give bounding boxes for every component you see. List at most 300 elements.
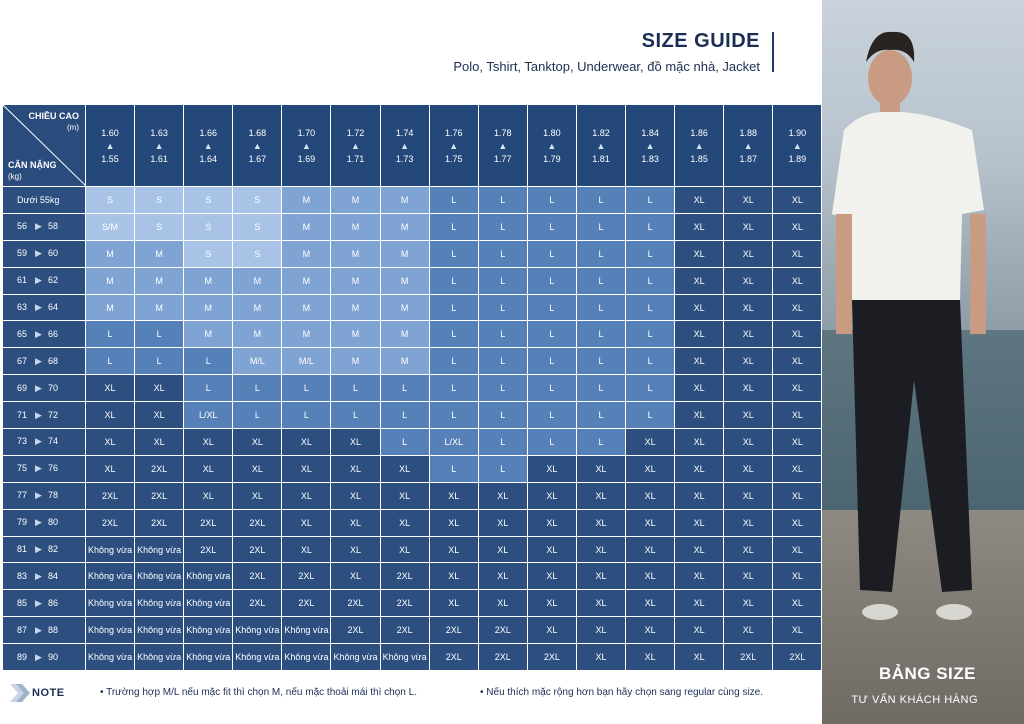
height-upper-value: 1.68	[248, 127, 267, 138]
height-column-header	[380, 105, 429, 187]
weight-to: 86	[47, 597, 58, 608]
arrow-right-icon: ▶	[35, 302, 42, 312]
size-cell: M	[331, 267, 380, 294]
weight-row-header	[3, 321, 86, 348]
size-cell: XL	[675, 213, 724, 240]
size-cell: XL	[86, 375, 135, 402]
size-cell: S	[135, 213, 184, 240]
weight-row-header	[3, 294, 86, 321]
size-cell: XL	[724, 267, 773, 294]
height-lower-value: 1.64	[199, 153, 217, 164]
height-column-header	[626, 105, 675, 187]
size-cell: XL	[135, 402, 184, 429]
arrow-right-icon: ▶	[35, 624, 42, 635]
height-upper-value: 1.90	[788, 127, 807, 138]
size-cell: XL	[626, 429, 675, 456]
size-cell: Không vừa	[184, 590, 233, 617]
size-cell: XL	[773, 240, 822, 267]
size-cell: 2XL	[86, 482, 135, 509]
size-cell: L	[282, 402, 331, 429]
size-cell: XL	[331, 563, 380, 590]
size-cell: XL	[675, 536, 724, 563]
weight-from: 73	[17, 436, 28, 447]
size-cell: L	[429, 267, 478, 294]
size-cell: 2XL	[86, 509, 135, 536]
size-cell: Không vừa	[184, 644, 233, 671]
size-cell: 2XL	[184, 509, 233, 536]
weight-from: 59	[17, 248, 28, 259]
weight-to: 76	[47, 463, 58, 474]
table-row	[3, 536, 822, 563]
size-cell: XL	[527, 590, 576, 617]
size-cell: Không vừa	[86, 536, 135, 563]
arrow-right-icon: ▶	[35, 463, 42, 474]
height-column-header	[675, 105, 724, 187]
size-cell: Không vừa	[135, 644, 184, 671]
height-upper-value: 1.88	[739, 127, 758, 138]
size-cell: S/M	[86, 213, 135, 240]
table-row	[3, 429, 822, 456]
size-cell: XL	[675, 375, 724, 402]
arrow-right-icon: ▶	[35, 517, 42, 528]
size-cell: 2XL	[478, 644, 527, 671]
size-cell: 2XL	[380, 563, 429, 590]
size-cell: L	[626, 402, 675, 429]
height-column-header	[86, 105, 135, 187]
size-cell: Không vừa	[86, 563, 135, 590]
weight-row-header	[3, 240, 86, 267]
weight-row-header	[3, 348, 86, 375]
weight-to: 58	[47, 221, 58, 232]
size-cell: XL	[282, 429, 331, 456]
size-cell: M	[135, 294, 184, 321]
size-cell: S	[86, 187, 135, 214]
size-cell: XL	[86, 402, 135, 429]
weight-to: 62	[47, 275, 58, 286]
size-cell: 2XL	[135, 509, 184, 536]
model-photo	[822, 0, 1024, 724]
size-cell: XL	[675, 617, 724, 644]
size-cell: L	[282, 375, 331, 402]
size-cell: 2XL	[429, 617, 478, 644]
size-cell: XL	[773, 455, 822, 482]
size-cell: L	[478, 429, 527, 456]
size-cell: XL	[233, 455, 282, 482]
triangle-up-icon: ▲	[252, 140, 262, 151]
size-cell: L	[576, 267, 625, 294]
size-cell: Không vừa	[282, 617, 331, 644]
size-cell: M	[135, 267, 184, 294]
size-cell: L	[478, 375, 527, 402]
triangle-up-icon: ▲	[154, 140, 164, 151]
note-item-2: • Nếu thích mặc rộng hơn bạn hãy chọn sang regular cùng size.	[480, 687, 764, 698]
size-cell: S	[184, 187, 233, 214]
model-figure	[822, 0, 1024, 724]
triangle-up-icon: ▲	[547, 140, 557, 151]
size-cell: 2XL	[380, 590, 429, 617]
height-column-header	[429, 105, 478, 187]
size-cell: Không vừa	[282, 644, 331, 671]
size-table	[2, 104, 822, 671]
size-cell: 2XL	[380, 617, 429, 644]
weight-to: 64	[47, 302, 58, 312]
triangle-up-icon: ▲	[301, 140, 311, 151]
size-cell: XL	[724, 455, 773, 482]
size-cell: L	[233, 375, 282, 402]
size-cell: 2XL	[135, 455, 184, 482]
weight-to: 68	[47, 355, 58, 366]
size-cell: Không vừa	[184, 563, 233, 590]
weight-from: 61	[17, 275, 28, 286]
size-cell: XL	[86, 455, 135, 482]
size-cell: L	[527, 187, 576, 214]
height-axis-label: CHIỀU CAO (m)	[28, 111, 79, 132]
weight-label: Dưới 55kg	[17, 194, 60, 205]
height-upper-value: 1.82	[592, 127, 610, 138]
size-cell: M	[282, 267, 331, 294]
size-cell: L	[527, 240, 576, 267]
size-cell: L	[626, 267, 675, 294]
size-cell: L/XL	[429, 429, 478, 456]
weight-from: 56	[17, 221, 28, 232]
weight-from: 65	[17, 328, 28, 339]
height-lower-value: 1.77	[494, 153, 512, 164]
size-cell: L	[626, 348, 675, 375]
height-upper-value: 1.74	[395, 127, 414, 138]
size-cell: L	[429, 240, 478, 267]
weight-from: 77	[17, 490, 28, 501]
size-cell: L	[576, 187, 625, 214]
size-cell: XL	[773, 617, 822, 644]
table-row	[3, 617, 822, 644]
height-upper-value: 1.86	[690, 127, 708, 138]
size-cell: XL	[184, 482, 233, 509]
size-cell: XL	[478, 590, 527, 617]
height-upper-value: 1.78	[494, 127, 512, 138]
weight-axis-label: CÂN NẶNG (kg)	[8, 160, 57, 181]
arrow-right-icon: ▶	[35, 436, 42, 447]
weight-to: 72	[47, 409, 58, 420]
size-cell: XL	[135, 375, 184, 402]
size-cell: S	[233, 240, 282, 267]
photo-subtitle: TƯ VẤN KHÁCH HÀNG	[851, 694, 978, 706]
size-cell: L	[527, 267, 576, 294]
size-cell: S	[184, 240, 233, 267]
arrow-right-icon: ▶	[35, 570, 42, 581]
table-row	[3, 402, 822, 429]
size-cell: XL	[675, 321, 724, 348]
size-cell: XL	[724, 321, 773, 348]
size-cell: XL	[626, 617, 675, 644]
size-cell: XL	[626, 590, 675, 617]
size-cell: L	[331, 402, 380, 429]
size-cell: 2XL	[233, 536, 282, 563]
size-cell: L	[527, 294, 576, 321]
size-cell: XL	[724, 509, 773, 536]
size-cell: XL	[478, 536, 527, 563]
size-cell: S	[233, 213, 282, 240]
table-row	[3, 563, 822, 590]
size-cell: M	[184, 321, 233, 348]
triangle-up-icon: ▲	[792, 140, 802, 151]
size-cell: L	[429, 375, 478, 402]
size-cell: XL	[626, 644, 675, 671]
weight-from: 67	[17, 355, 28, 366]
weight-row-header	[3, 455, 86, 482]
size-cell: L	[478, 348, 527, 375]
height-upper-value: 1.72	[346, 127, 365, 138]
size-cell: L	[478, 321, 527, 348]
size-cell: XL	[626, 455, 675, 482]
size-cell: L	[576, 375, 625, 402]
size-cell: L	[527, 429, 576, 456]
size-cell: 2XL	[724, 644, 773, 671]
arrow-right-icon: ▶	[35, 248, 42, 259]
height-column-header	[282, 105, 331, 187]
size-cell: XL	[527, 536, 576, 563]
size-cell: M	[331, 240, 380, 267]
size-cell: XL	[675, 429, 724, 456]
size-cell: XL	[527, 455, 576, 482]
size-cell: XL	[724, 617, 773, 644]
height-lower-value: 1.71	[346, 153, 365, 164]
weight-from: 79	[17, 517, 28, 528]
size-cell: XL	[478, 482, 527, 509]
size-cell: L	[576, 240, 625, 267]
size-cell: XL	[773, 348, 822, 375]
size-cell: M	[380, 213, 429, 240]
size-cell: 2XL	[282, 563, 331, 590]
size-cell: Không vừa	[86, 644, 135, 671]
weight-to: 60	[47, 248, 58, 259]
size-cell: XL	[527, 563, 576, 590]
size-cell: M	[233, 321, 282, 348]
size-cell: Không vừa	[184, 617, 233, 644]
height-column-header	[135, 105, 184, 187]
size-cell: XL	[773, 187, 822, 214]
page-title: SIZE GUIDE	[641, 30, 760, 52]
size-cell: XL	[675, 563, 724, 590]
size-cell: XL	[576, 536, 625, 563]
size-cell: XL	[773, 536, 822, 563]
weight-to: 70	[47, 382, 58, 393]
arrow-right-icon: ▶	[35, 651, 42, 662]
table-row	[3, 348, 822, 375]
size-cell: XL	[576, 563, 625, 590]
size-cell: L	[429, 187, 478, 214]
size-cell: XL	[331, 455, 380, 482]
size-cell: XL	[773, 509, 822, 536]
height-column-header	[773, 105, 822, 187]
size-cell: L	[380, 402, 429, 429]
weight-to: 66	[47, 328, 58, 339]
size-cell: L	[478, 402, 527, 429]
table-row	[3, 455, 822, 482]
size-cell: XL	[282, 536, 331, 563]
size-cell: M	[331, 187, 380, 214]
size-cell: XL	[773, 321, 822, 348]
size-cell: L	[478, 187, 527, 214]
size-cell: XL	[773, 563, 822, 590]
size-cell: XL	[380, 482, 429, 509]
size-cell: S	[233, 187, 282, 214]
size-table-body	[3, 187, 822, 671]
size-cell: XL	[773, 213, 822, 240]
size-cell: XL	[626, 509, 675, 536]
size-cell: M	[380, 187, 429, 214]
weight-row-header	[3, 617, 86, 644]
weight-to: 90	[47, 651, 58, 662]
size-cell: L	[626, 294, 675, 321]
weight-from: 89	[17, 651, 28, 662]
size-cell: 2XL	[184, 536, 233, 563]
size-cell: L	[626, 321, 675, 348]
height-lower-value: 1.81	[592, 153, 610, 164]
size-cell: XL	[527, 617, 576, 644]
size-cell: L	[380, 429, 429, 456]
weight-row-header	[3, 644, 86, 671]
table-row	[3, 321, 822, 348]
size-cell: 2XL	[527, 644, 576, 671]
size-cell: 2XL	[331, 590, 380, 617]
size-cell: S	[135, 187, 184, 214]
size-cell: L	[135, 348, 184, 375]
size-cell: XL	[675, 509, 724, 536]
size-cell: L	[527, 348, 576, 375]
weight-row-header	[3, 482, 86, 509]
weight-from: 83	[17, 570, 28, 581]
weight-row-header	[3, 536, 86, 563]
size-cell: Không vừa	[135, 563, 184, 590]
size-cell: M	[331, 348, 380, 375]
size-cell: 2XL	[429, 644, 478, 671]
size-cell: L	[576, 294, 625, 321]
size-cell: 2XL	[233, 563, 282, 590]
weight-from: 85	[17, 597, 28, 608]
size-cell: M	[184, 294, 233, 321]
page-subtitle: Polo, Tshirt, Tanktop, Underwear, đồ mặc nhà, Jacket	[453, 59, 760, 74]
size-cell: Không vừa	[135, 536, 184, 563]
size-cell: XL	[86, 429, 135, 456]
size-cell: Không vừa	[331, 644, 380, 671]
size-cell: XL	[724, 590, 773, 617]
arrow-right-icon: ▶	[35, 409, 42, 420]
triangle-up-icon: ▲	[498, 140, 508, 151]
size-cell: L	[86, 348, 135, 375]
size-cell: L	[626, 213, 675, 240]
note-bar	[0, 672, 822, 712]
arrow-right-icon: ▶	[35, 221, 42, 232]
size-cell: XL	[724, 240, 773, 267]
size-cell: XL	[380, 509, 429, 536]
triangle-up-icon: ▲	[351, 140, 360, 151]
size-cell: L	[184, 375, 233, 402]
size-cell: L	[626, 187, 675, 214]
size-cell: XL	[773, 375, 822, 402]
size-cell: M	[233, 294, 282, 321]
size-cell: S	[184, 213, 233, 240]
size-cell: XL	[724, 482, 773, 509]
weight-from: 87	[17, 624, 28, 635]
size-cell: L	[429, 348, 478, 375]
size-cell: XL	[675, 455, 724, 482]
size-cell: XL	[429, 563, 478, 590]
size-cell: M	[86, 240, 135, 267]
size-cell: Không vừa	[380, 644, 429, 671]
arrow-right-icon: ▶	[35, 382, 42, 393]
weight-to: 78	[47, 490, 58, 501]
weight-row-header	[3, 563, 86, 590]
size-cell: XL	[576, 617, 625, 644]
arrow-right-icon: ▶	[35, 328, 42, 339]
size-cell: L	[576, 213, 625, 240]
size-cell: L	[331, 375, 380, 402]
photo-title: BẢNG SIZE	[878, 664, 976, 683]
height-lower-value: 1.55	[101, 153, 119, 164]
weight-from: 71	[17, 409, 28, 420]
height-header-row	[3, 105, 822, 187]
height-upper-value: 1.70	[297, 127, 316, 138]
size-cell: XL	[626, 563, 675, 590]
size-cell: XL	[282, 482, 331, 509]
size-cell: Không vừa	[135, 590, 184, 617]
triangle-up-icon: ▲	[400, 140, 410, 151]
table-row	[3, 240, 822, 267]
size-cell: XL	[724, 375, 773, 402]
height-column-header	[527, 105, 576, 187]
size-cell: XL	[773, 590, 822, 617]
size-cell: XL	[233, 429, 282, 456]
table-row	[3, 509, 822, 536]
size-cell: XL	[184, 455, 233, 482]
size-cell: L	[429, 294, 478, 321]
triangle-up-icon: ▲	[645, 140, 655, 151]
weight-row-header	[3, 429, 86, 456]
height-column-header	[724, 105, 773, 187]
size-cell: XL	[429, 536, 478, 563]
height-column-header	[233, 105, 282, 187]
size-cell: M	[331, 213, 380, 240]
size-cell: L	[576, 348, 625, 375]
height-lower-value: 1.79	[543, 153, 561, 164]
height-upper-value: 1.63	[150, 127, 168, 138]
table-row	[3, 187, 822, 214]
size-cell: XL	[527, 482, 576, 509]
size-cell: XL	[282, 509, 331, 536]
size-cell: XL	[675, 590, 724, 617]
height-lower-value: 1.85	[690, 153, 708, 164]
size-cell: XL	[724, 536, 773, 563]
size-cell: M	[331, 294, 380, 321]
size-cell: Không vừa	[86, 590, 135, 617]
height-column-header	[478, 105, 527, 187]
size-cell: M	[331, 321, 380, 348]
size-cell: XL	[282, 455, 331, 482]
size-cell: 2XL	[233, 590, 282, 617]
size-cell: L	[429, 213, 478, 240]
weight-row-header	[3, 509, 86, 536]
header-divider	[772, 32, 774, 72]
weight-row-header	[3, 590, 86, 617]
height-column-header	[576, 105, 625, 187]
note-label: NOTE	[32, 687, 65, 699]
size-cell: XL	[478, 563, 527, 590]
table-corner	[3, 105, 86, 187]
size-cell: L	[135, 321, 184, 348]
weight-row-header	[3, 375, 86, 402]
size-cell: XL	[429, 509, 478, 536]
arrow-right-icon: ▶	[35, 597, 42, 608]
